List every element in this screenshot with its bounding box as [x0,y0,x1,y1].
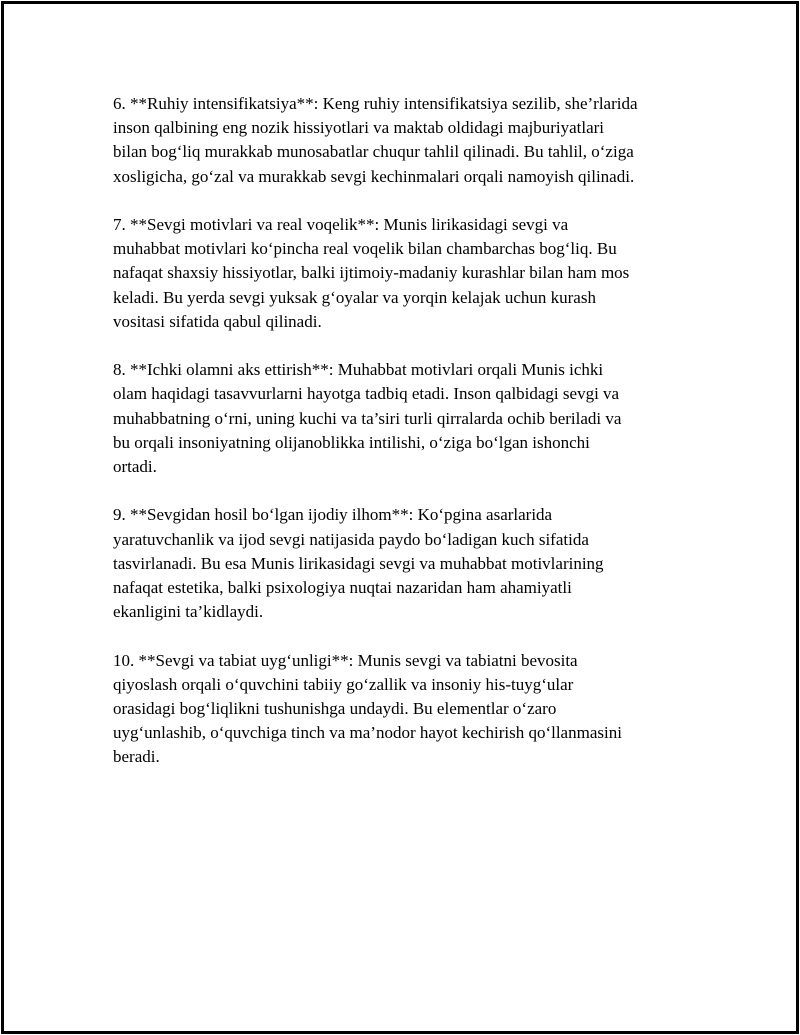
paragraph-6: 6. **Ruhiy intensifikatsiya**: Keng ruhiy intensifikatsiya sezilib, she’rlarida inson qalbining eng nozik hissiyotlari va maktab oldidagi majburiyatlari bilan bog‘liq murakkab munosabatlar chuqur tahlil qilinadi. Bu tahlil, o‘ziga xosligicha, go‘zal va murakkab sevgi kechinmalari orqali namoyish qilinadi. [113,94,638,186]
paragraph-9: 9. **Sevgidan hosil bo‘lgan ijodiy ilhom**: Ko‘pgina asarlarida yaratuvchanlik va ijod sevgi natijasida paydo bo‘ladigan kuch sifatida tasvirlanadi. Bu esa Munis lirikasidagi sevgi va muhabbat motivlarining nafaqat estetika, balki psixologiya nuqtai nazaridan ham ahamiyatli ekanligini ta’kidlaydi. [113,505,604,622]
document-body [113,92,693,794]
paragraph-10: 10. **Sevgi va tabiat uyg‘unligi**: Munis sevgi va tabiatni bevosita qiyoslash orqali o‘quvchini tabiiy go‘zallik va insoniy his-tuyg‘ular orasidagi bog‘liqlikni tushunishga undaydi. Bu elementlar o‘zaro uyg‘unlashib, o‘quvchiga tinch va ma’nodor hayot kechirish qo‘llanmasini beradi. [113,650,622,767]
paragraph-8: 8. **Ichki olamni aks ettirish**: Muhabbat motivlari orqali Munis ichki olam haqidagi tasavvurlarni hayotga tadbiq etadi. Inson qalbidagi sevgi va muhabbatning o‘rni, uning kuchi va ta’siri turli qirralarda ochib beriladi va bu orqali insoniyatning olijanoblikka intilishi, o‘ziga bo‘lgan ishonchi ortadi. [113,360,622,477]
paragraph-7: 7. **Sevgi motivlari va real voqelik**: Munis lirikasidagi sevgi va muhabbat motivlari ko‘pincha real voqelik bilan chambarchas bog‘liq. Bu nafaqat shaxsiy hissiyotlar, balki ijtimoiy-madaniy kurashlar bilan ham mos keladi. Bu yerda sevgi yuksak g‘oyalar va yorqin kelajak uchun kurash vositasi sifatida qabul qilinadi. [113,215,630,331]
